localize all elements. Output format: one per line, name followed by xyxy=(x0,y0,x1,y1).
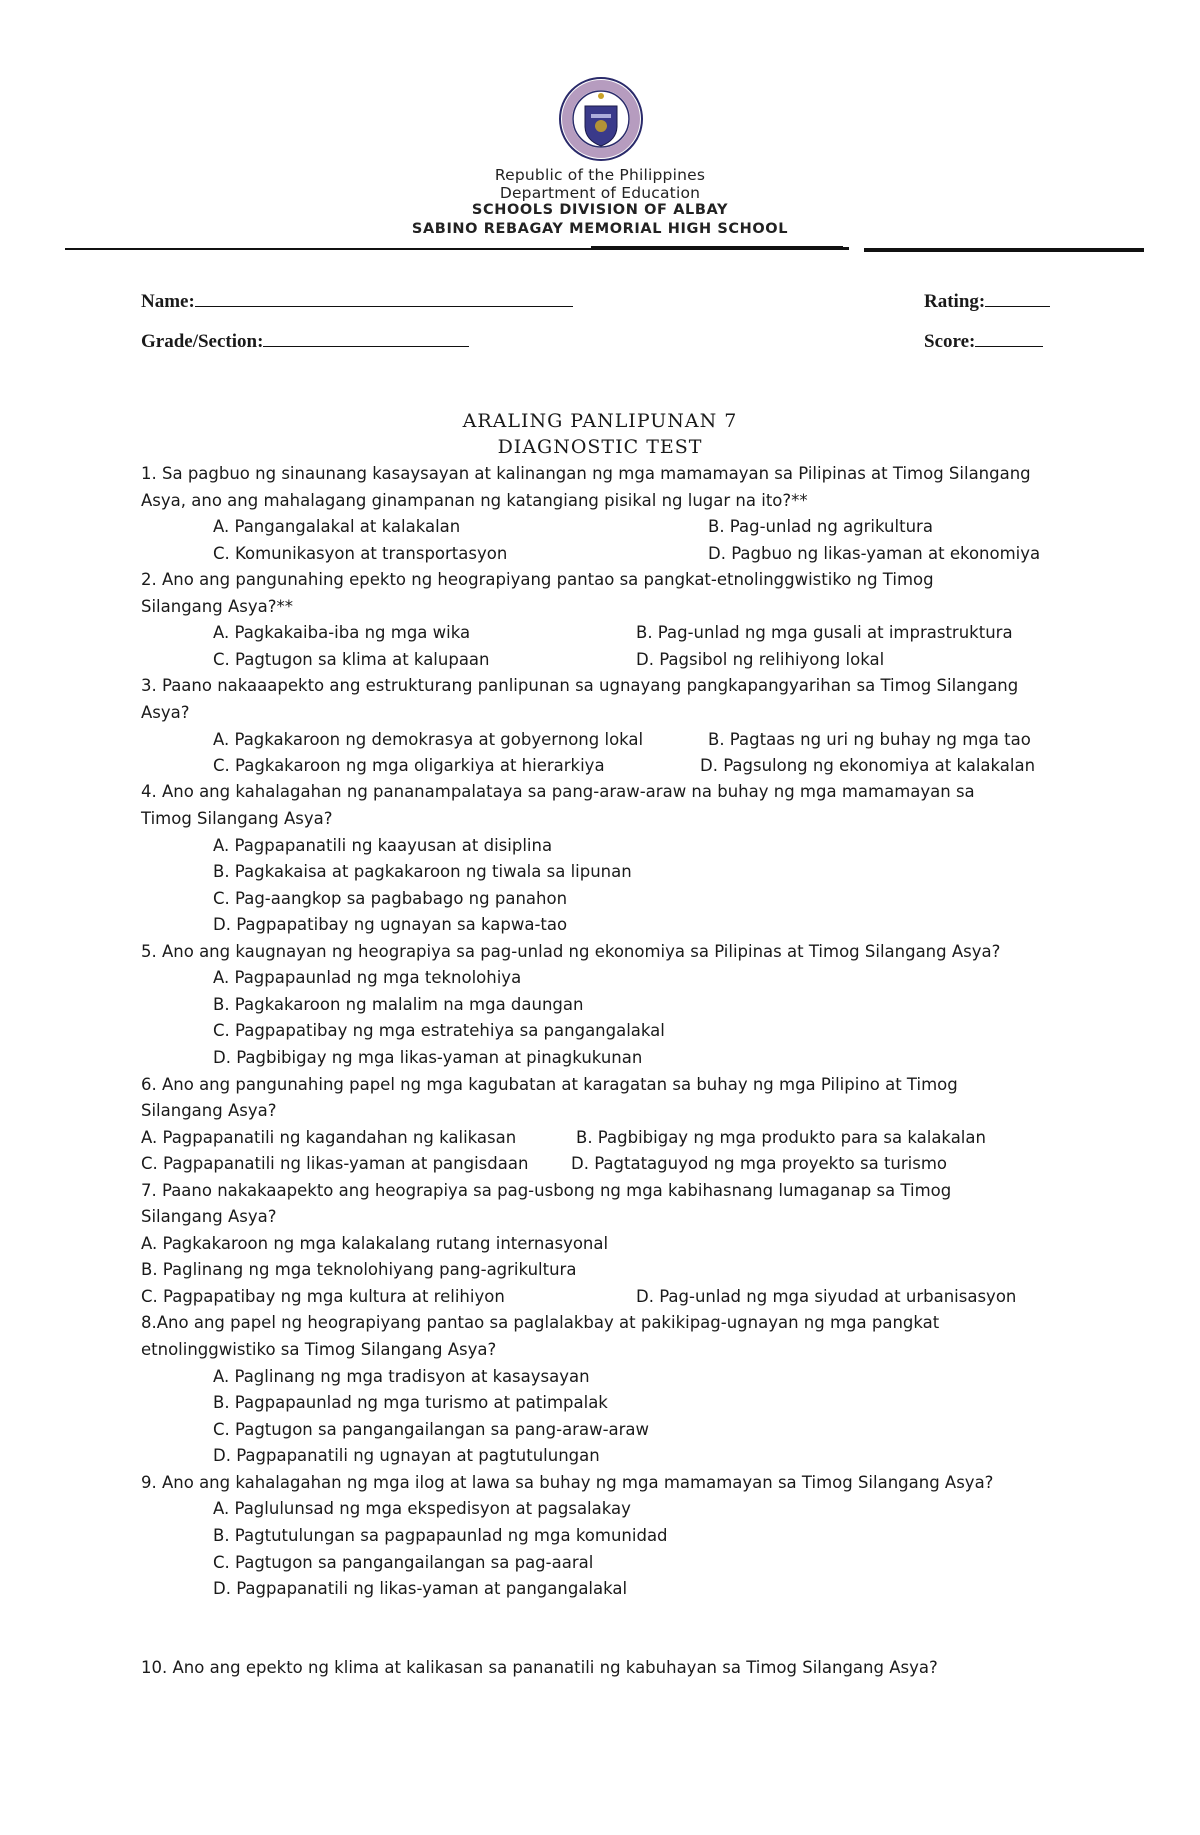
score-blank[interactable] xyxy=(975,328,1043,347)
header-divider-right xyxy=(864,248,1144,252)
q2-option-d: D. Pagsibol ng relihiyong lokal xyxy=(636,650,885,669)
score-label: Score: xyxy=(924,331,976,352)
q3-option-c: C. Pagkakaroon ng mga oligarkiya at hierarkiya xyxy=(213,756,605,775)
q1-option-a: A. Pangangalakal at kalakalan xyxy=(213,517,461,536)
q9-option-a: A. Paglulunsad ng mga ekspedisyon at pagsalakay xyxy=(213,1499,631,1518)
rating-blank[interactable] xyxy=(985,288,1050,307)
q6-option-d: D. Pagtataguyod ng mga proyekto sa turismo xyxy=(571,1154,948,1173)
q3-option-a: A. Pagkakaroon ng demokrasya at gobyernong lokal xyxy=(213,730,644,749)
q7-option-b: B. Paglinang ng mga teknolohiyang pang-agrikultura xyxy=(141,1260,577,1279)
rating-label: Rating: xyxy=(924,291,986,312)
q8-option-d: D. Pagpapanatili ng ugnayan at pagtutulungan xyxy=(213,1446,600,1465)
name-field[interactable] xyxy=(141,288,573,313)
q8-stem-line2: etnolinggwistiko sa Timog Silangang Asya? xyxy=(141,1340,497,1359)
q7-option-c: C. Pagpapatibay ng mga kultura at relihiyon xyxy=(141,1287,505,1306)
deped-seal-icon xyxy=(558,76,644,162)
q4-stem-line1: 4. Ano ang kahalagahan ng pananampalataya sa pang-araw-araw na buhay ng mga mamamayan sa xyxy=(141,782,975,801)
q3-option-d: D. Pagsulong ng ekonomiya at kalakalan xyxy=(700,756,1036,775)
department-line: Department of Education xyxy=(499,184,701,202)
q5-option-a: A. Pagpapaunlad ng mga teknolohiya xyxy=(213,968,522,987)
q1-option-b: B. Pag-unlad ng agrikultura xyxy=(708,517,933,536)
q4-option-b: B. Pagkakaisa at pagkakaroon ng tiwala sa lipunan xyxy=(213,862,632,881)
school-name-line: SABINO REBAGAY MEMORIAL HIGH SCHOOL xyxy=(411,221,789,237)
division-line: SCHOOLS DIVISION OF ALBAY xyxy=(471,202,729,218)
q2-option-b: B. Pag-unlad ng mga gusali at imprastruktura xyxy=(636,623,1013,642)
q3-stem-line1: 3. Paano nakaaapekto ang estrukturang panlipunan sa ugnayang pangkapangyarihan sa Timog Silangang xyxy=(141,676,1019,695)
q5-option-b: B. Pagkakaroon ng malalim na mga daungan xyxy=(213,995,584,1014)
q9-option-d: D. Pagpapanatili ng likas-yaman at pangangalakal xyxy=(213,1579,628,1598)
header-divider xyxy=(65,248,591,250)
q2-stem-line1: 2. Ano ang pangunahing epekto ng heograpiyang pantao sa pangkat-etnolinggwistiko ng Timog xyxy=(141,570,934,589)
q1-stem-line1: 1. Sa pagbuo ng sinaunang kasaysayan at kalinangan ng mga mamamayan sa Pilipinas at Timog Silangang xyxy=(141,464,1031,483)
q3-stem-line2: Asya? xyxy=(141,703,190,722)
q4-option-d: D. Pagpapatibay ng ugnayan sa kapwa-tao xyxy=(213,915,568,934)
q5-stem-line1: 5. Ano ang kaugnayan ng heograpiya sa pag-unlad ng ekonomiya sa Pilipinas at Timog Silangang Asya? xyxy=(141,942,1001,961)
q8-option-b: B. Pagpapaunlad ng mga turismo at patimpalak xyxy=(213,1393,608,1412)
q7-stem-line1: 7. Paano nakakaapekto ang heograpiya sa pag-usbong ng mga kabihasnang lumaganap sa Timog xyxy=(141,1181,952,1200)
score-field[interactable] xyxy=(924,328,1043,353)
q8-option-c: C. Pagtugon sa pangangailangan sa pang-araw-araw xyxy=(213,1420,650,1439)
name-label: Name: xyxy=(141,291,195,312)
header-divider-segment xyxy=(843,247,849,250)
grade-section-label: Grade/Section: xyxy=(141,331,264,352)
q6-stem-line2: Silangang Asya? xyxy=(141,1101,277,1120)
grade-section-blank[interactable] xyxy=(263,328,469,347)
q8-stem-line1: 8.Ano ang papel ng heograpiyang pantao sa paglalakbay at pakikipag-ugnayan ng mga pangkat xyxy=(141,1313,940,1332)
q9-option-b: B. Pagtutulungan sa pagpapaunlad ng mga komunidad xyxy=(213,1526,668,1545)
header-divider-thick xyxy=(591,246,843,250)
test-title: DIAGNOSTIC TEST xyxy=(497,436,703,458)
grade-section-field[interactable] xyxy=(141,328,469,353)
q7-option-a: A. Pagkakaroon ng mga kalakalang rutang internasyonal xyxy=(141,1234,609,1253)
q5-option-d: D. Pagbibigay ng mga likas-yaman at pinagkukunan xyxy=(213,1048,643,1067)
rating-field[interactable] xyxy=(924,288,1050,313)
q4-option-a: A. Pagpapanatili ng kaayusan at disiplina xyxy=(213,836,553,855)
q6-option-c: C. Pagpapanatili ng likas-yaman at pangisdaan xyxy=(141,1154,529,1173)
q6-stem-line1: 6. Ano ang pangunahing papel ng mga kagubatan at karagatan sa buhay ng mga Pilipino at Timog xyxy=(141,1075,958,1094)
subject-title: ARALING PANLIPUNAN 7 xyxy=(462,410,738,432)
q9-stem-line1: 9. Ano ang kahalagahan ng mga ilog at lawa sa buhay ng mga mamamayan sa Timog Silangang Asya? xyxy=(141,1473,994,1492)
q2-option-c: C. Pagtugon sa klima at kalupaan xyxy=(213,650,490,669)
q6-option-a: A. Pagpapanatili ng kagandahan ng kalikasan xyxy=(141,1128,517,1147)
q6-option-b: B. Pagbibigay ng mga produkto para sa kalakalan xyxy=(576,1128,986,1147)
q2-stem-line2: Silangang Asya?** xyxy=(141,597,293,616)
q1-option-d: D. Pagbuo ng likas-yaman at ekonomiya xyxy=(708,544,1041,563)
name-blank[interactable] xyxy=(195,288,573,307)
q7-stem-line2: Silangang Asya? xyxy=(141,1207,277,1226)
q1-option-c: C. Komunikasyon at transportasyon xyxy=(213,544,508,563)
q10-stem-line1: 10. Ano ang epekto ng klima at kalikasan sa pananatili ng kabuhayan sa Timog Silangang Asya? xyxy=(141,1658,938,1677)
q2-option-a: A. Pagkakaiba-iba ng mga wika xyxy=(213,623,471,642)
q5-option-c: C. Pagpapatibay ng mga estratehiya sa pangangalakal xyxy=(213,1021,665,1040)
q3-option-b: B. Pagtaas ng uri ng buhay ng mga tao xyxy=(708,730,1031,749)
q9-option-c: C. Pagtugon sa pangangailangan sa pag-aaral xyxy=(213,1553,594,1572)
q4-option-c: C. Pag-aangkop sa pagbabago ng panahon xyxy=(213,889,568,908)
q4-stem-line2: Timog Silangang Asya? xyxy=(141,809,333,828)
q7-option-d: D. Pag-unlad ng mga siyudad at urbanisasyon xyxy=(636,1287,1017,1306)
q1-stem-line2: Asya, ano ang mahalagang ginampanan ng katangiang pisikal ng lugar na ito?** xyxy=(141,491,808,510)
q8-option-a: A. Paglinang ng mga tradisyon at kasaysayan xyxy=(213,1367,590,1386)
republic-line: Republic of the Philippines xyxy=(494,166,706,184)
